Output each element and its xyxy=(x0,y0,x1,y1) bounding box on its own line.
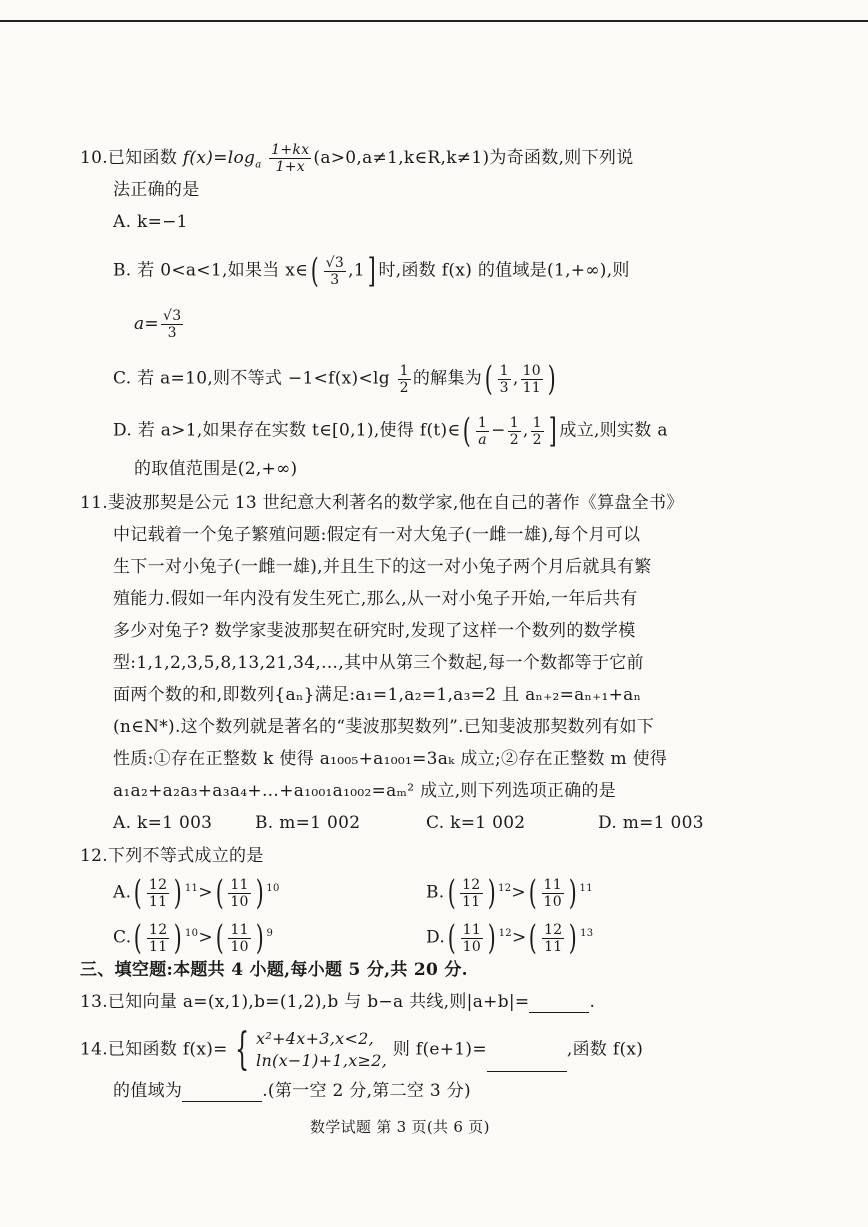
q10-fraction: $\frac{1+kx}{1+x}$ xyxy=(271,142,310,175)
q11-option-d: D. m=1 003 xyxy=(598,813,704,833)
q10-option-d-line2: 的取值范围是(2,+∞) xyxy=(134,459,298,479)
q11-option-b: B. m=1 002 xyxy=(255,813,361,833)
q11-line: 多少对兔子? 数学家斐波那契在研究时,发现了这样一个数列的数学模 xyxy=(113,621,636,641)
q11-line: 生下一对小兔子(一雌一雄),并且生下的这一对小兔子两个月后就具有繁 xyxy=(113,557,652,577)
q10-stem-prefix: 10.已知函数 xyxy=(80,148,183,168)
q10-option-a: A. k=−1 xyxy=(113,212,188,232)
q11-option-c: C. k=1 002 xyxy=(426,813,526,833)
q11-line: 性质:①存在正整数 k 使得 a₁₀₀₅+a₁₀₀₁=3aₖ 成立;②存在正整数 m 使得 xyxy=(113,749,668,769)
q13-line: 13.已知向量 a=(x,1),b=(1,2),b 与 b−a 共线,则|a+b|= . xyxy=(80,992,596,1012)
answer-blank xyxy=(182,1085,262,1102)
q12-option-d: D.( $\frac{11}{10}$ ) $^{12}$>( $\frac{12}{11}$ ) $^{13}$ xyxy=(426,918,594,958)
q11-line: 中记载着一个兔子繁殖问题:假定有一对大兔子(一雌一雄),每个月可以 xyxy=(113,525,641,545)
q11-line: 殖能力.假如一年内没有发生死亡,那么,从一对小兔子开始,一年后共有 xyxy=(113,589,638,609)
q11-line: a₁a₂+a₂a₃+a₃a₄+…+a₁₀₀₁a₁₀₀₂=aₘ² 成立,则下列选项正确的是 xyxy=(113,781,617,801)
q10-line1 xyxy=(80,142,634,176)
answer-blank xyxy=(529,996,589,1013)
answer-blank xyxy=(487,1055,567,1072)
q11-line: (n∈N*).这个数列就是著名的“斐波那契数列”.已知斐波那契数列有如下 xyxy=(113,717,655,737)
section-heading: 三、填空题:本题共 4 小题,每小题 5 分,共 20 分. xyxy=(80,960,468,980)
q10-log-base: a xyxy=(255,159,262,171)
page-footer: 数学试题 第 3 页(共 6 页) xyxy=(310,1118,490,1136)
q12-option-b: B.( $\frac{12}{11}$ ) $^{12}$>( $\frac{11}{10}$ ) $^{11}$ xyxy=(426,873,593,913)
q10-option-c: C. 若 a=10,则不等式 −1<f(x)<lg $\frac{1}{2}$ 的解集为( $\frac{1}{3}$ , $\frac{10}{11}$ ) xyxy=(113,359,556,399)
q14-line2: 的值域为 .(第一空 2 分,第二空 3 分) xyxy=(113,1081,471,1101)
piecewise-brace: { xyxy=(234,1024,249,1075)
q10-option-b-line2: a= $\frac{√3}{3}$ xyxy=(134,308,182,341)
q14-line1: 14.已知函数 f(x)= { x²+4x+3,x<2, ln(x−1)+1,x≥2, 则 f(e+1)= ,函数 f(x) xyxy=(80,1024,644,1075)
q12-option-c: C.( $\frac{12}{11}$ ) $^{10}$>( $\frac{11}{10}$ ) $^9$ xyxy=(113,918,274,958)
q11-line: 型:1,1,2,3,5,8,13,21,34,…,其中从第三个数起,每一个数都等于它前 xyxy=(113,653,644,673)
q10-option-d: D. 若 a>1,如果存在实数 t∈[0,1),使得 f(t)∈( $\frac{1}{a}$ − $\frac{1}{2}$ , $\frac{1}{2}$ ] 成立,则实数 a xyxy=(113,411,668,451)
q12-option-a: A.( $\frac{12}{11}$ ) $^{11}$>( $\frac{11}{10}$ ) $^{10}$ xyxy=(113,873,280,913)
q11-line: 11.斐波那契是公元 13 世纪意大利著名的数学家,他在自己的著作《算盘全书》 xyxy=(80,493,684,513)
q10-condition: (a>0,a≠1,k∈R,k≠1)为奇函数,则下列说 xyxy=(313,148,634,168)
q10-option-b: B. 若 0<a<1,如果当 x∈( $\frac{√3}{3}$ ,1] 时,函数 f(x) 的值域是(1,+∞),则 xyxy=(113,251,630,291)
q11-option-a: A. k=1 003 xyxy=(113,813,213,833)
q12-stem: 12.下列不等式成立的是 xyxy=(80,846,264,866)
q11-line: 面两个数的和,即数列{aₙ}满足:a₁=1,a₂=1,a₃=2 且 aₙ₊₂=aₙ₊₁+aₙ xyxy=(113,685,642,705)
q10-function: f(x)=log xyxy=(182,148,256,168)
top-rule xyxy=(0,20,868,22)
piecewise-cases: x²+4x+3,x<2, ln(x−1)+1,x≥2, xyxy=(256,1029,388,1070)
q10-line2: 法正确的是 xyxy=(113,180,200,200)
